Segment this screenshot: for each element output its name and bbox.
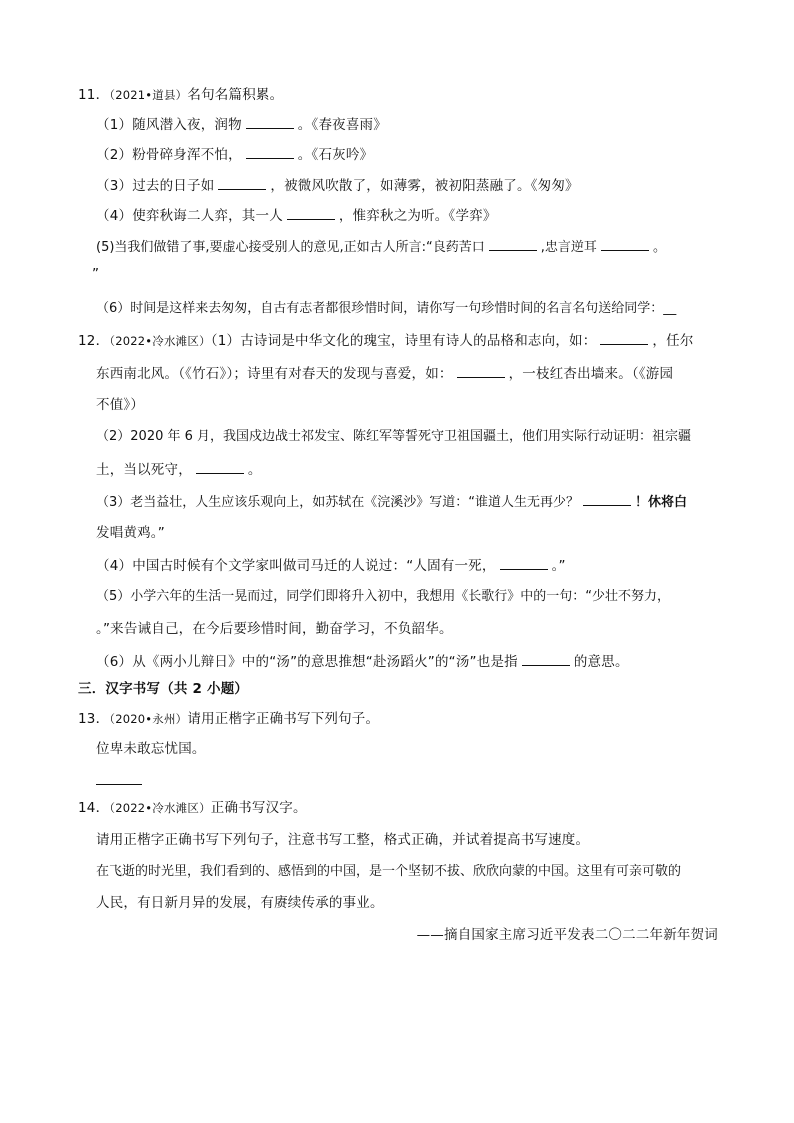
q14-source: （2022•冷水滩区） <box>109 801 211 815</box>
q12-line-7: 发唱黄鸡。” <box>96 525 165 541</box>
answer-blank[interactable] <box>96 784 142 785</box>
q12-line-10: 。”来告诫自己，在今后要珍惜时间，勤奋学习，不负韶华。 <box>96 621 453 637</box>
q14-instruction: 请用正楷字正确书写下列句子，注意书写工整，格式正确，并试着提高书写速度。 <box>96 832 590 848</box>
q11-item-3: （3）过去的日子如 ，被微风吹散了，如薄雾，被初阳蒸融了。《匆匆》 <box>96 178 579 194</box>
q12-line-6: （3）老当益壮，人生应该乐观向上，如苏轼在《浣溪沙》写道：“谁道人生无再少？ ！休将白 <box>96 492 687 512</box>
q12-line-3: 不值》） <box>96 397 145 413</box>
q11-item-6: （6）时间是这样来去匆匆，自古有志者都很珍惜时间，请你写一句珍惜时间的名言名句送给同学：__ <box>96 301 677 316</box>
answer-blank[interactable] <box>218 176 266 190</box>
q12-line-8: （4）中国古时候有个文学家叫做司马迁的人说过：“人固有一死， 。” <box>96 558 566 574</box>
q11-item-2: （2）粉骨碎身浑不怕， 。《石灰吟》 <box>96 147 374 163</box>
q13-source: （2020•永州） <box>109 712 188 726</box>
q11-item-5: (5)当我们做错了事,要虚心接受别人的意见,正如古人所言:“良药苦口 ,忠言逆耳 。 <box>96 237 666 257</box>
q14-paragraph-line-1: 在飞逝的时光里，我们看到的、感悟到的中国，是一个坚韧不拔、欣欣向蒙的中国。这里有可亲可敬的 <box>96 864 682 879</box>
q14-title: 正确书写汉字。 <box>210 800 307 816</box>
q11-item-1: （1）随风潜入夜，润物 。《春夜喜雨》 <box>96 117 387 133</box>
answer-blank[interactable] <box>246 145 294 159</box>
q13-title: 请用正楷字正确书写下列句子。 <box>187 711 380 727</box>
answer-blank[interactable] <box>196 460 244 474</box>
q14-attribution: ——摘自国家主席习近平发表二〇二二年新年贺词 <box>416 927 718 943</box>
q13-number: 13． <box>78 711 110 727</box>
q12-number: 12． <box>78 333 110 349</box>
answer-blank[interactable] <box>457 364 505 378</box>
answer-blank[interactable] <box>583 492 631 506</box>
answer-blank[interactable] <box>522 652 570 666</box>
q12-line-11: （6）从《两小儿辩日》中的“汤”的意思推想“赴汤蹈火”的“汤”也是指 的意思。 <box>96 654 629 670</box>
answer-blank[interactable] <box>600 331 648 345</box>
q11-number: 11． <box>78 87 110 103</box>
q13-sentence: 位卑未敢忘忧国。 <box>96 741 206 757</box>
answer-blank[interactable] <box>489 237 537 251</box>
q11-source: （2021•道县） <box>109 88 188 102</box>
q14-paragraph-line-2: 人民，有日新月异的发展，有赓续传承的事业。 <box>96 895 384 911</box>
answer-blank[interactable] <box>601 237 649 251</box>
q13-heading <box>78 710 379 728</box>
answer-blank[interactable] <box>287 206 335 220</box>
answer-blank[interactable] <box>500 556 548 570</box>
q11-title: 名句名篇积累。 <box>187 87 284 103</box>
q12-line-4: （2）2020 年 6 月，我国戍边战士祁发宝、陈红军等誓死守卫祖国疆土，他们用实际行动证明：祖宗疆 <box>96 429 692 444</box>
q12-line-2: 东西南北风。（《竹石》）；诗里有对春天的发现与喜爱，如： ，一枝红杏出墙来。（《游园 <box>96 366 674 382</box>
q14-heading <box>78 799 307 817</box>
section-heading: 三．汉字书写（共 2 小题） <box>78 681 249 697</box>
q12-line-1: 12．（2022•冷水滩区）（1）古诗词是中华文化的瑰宝，诗里有诗人的品格和志向，如： ，任尔 <box>78 333 694 349</box>
q12-line-9: （5）小学六年的生活一晃而过，同学们即将升入初中，我想用《长歌行》中的一句：“少壮不努力， <box>96 589 671 604</box>
q12-source: （2022•冷水滩区） <box>109 334 211 348</box>
answer-blank[interactable] <box>246 115 294 129</box>
q14-number: 14． <box>78 800 110 816</box>
q12-line-5: 土，当以死守， 。 <box>96 462 262 478</box>
q11-item-4: （4）使弈秋诲二人弈，其一人 ，惟弈秋之为听。《学弈》 <box>96 208 497 224</box>
q11-item-5-cont: ” <box>92 266 100 282</box>
q11-heading <box>78 86 283 104</box>
